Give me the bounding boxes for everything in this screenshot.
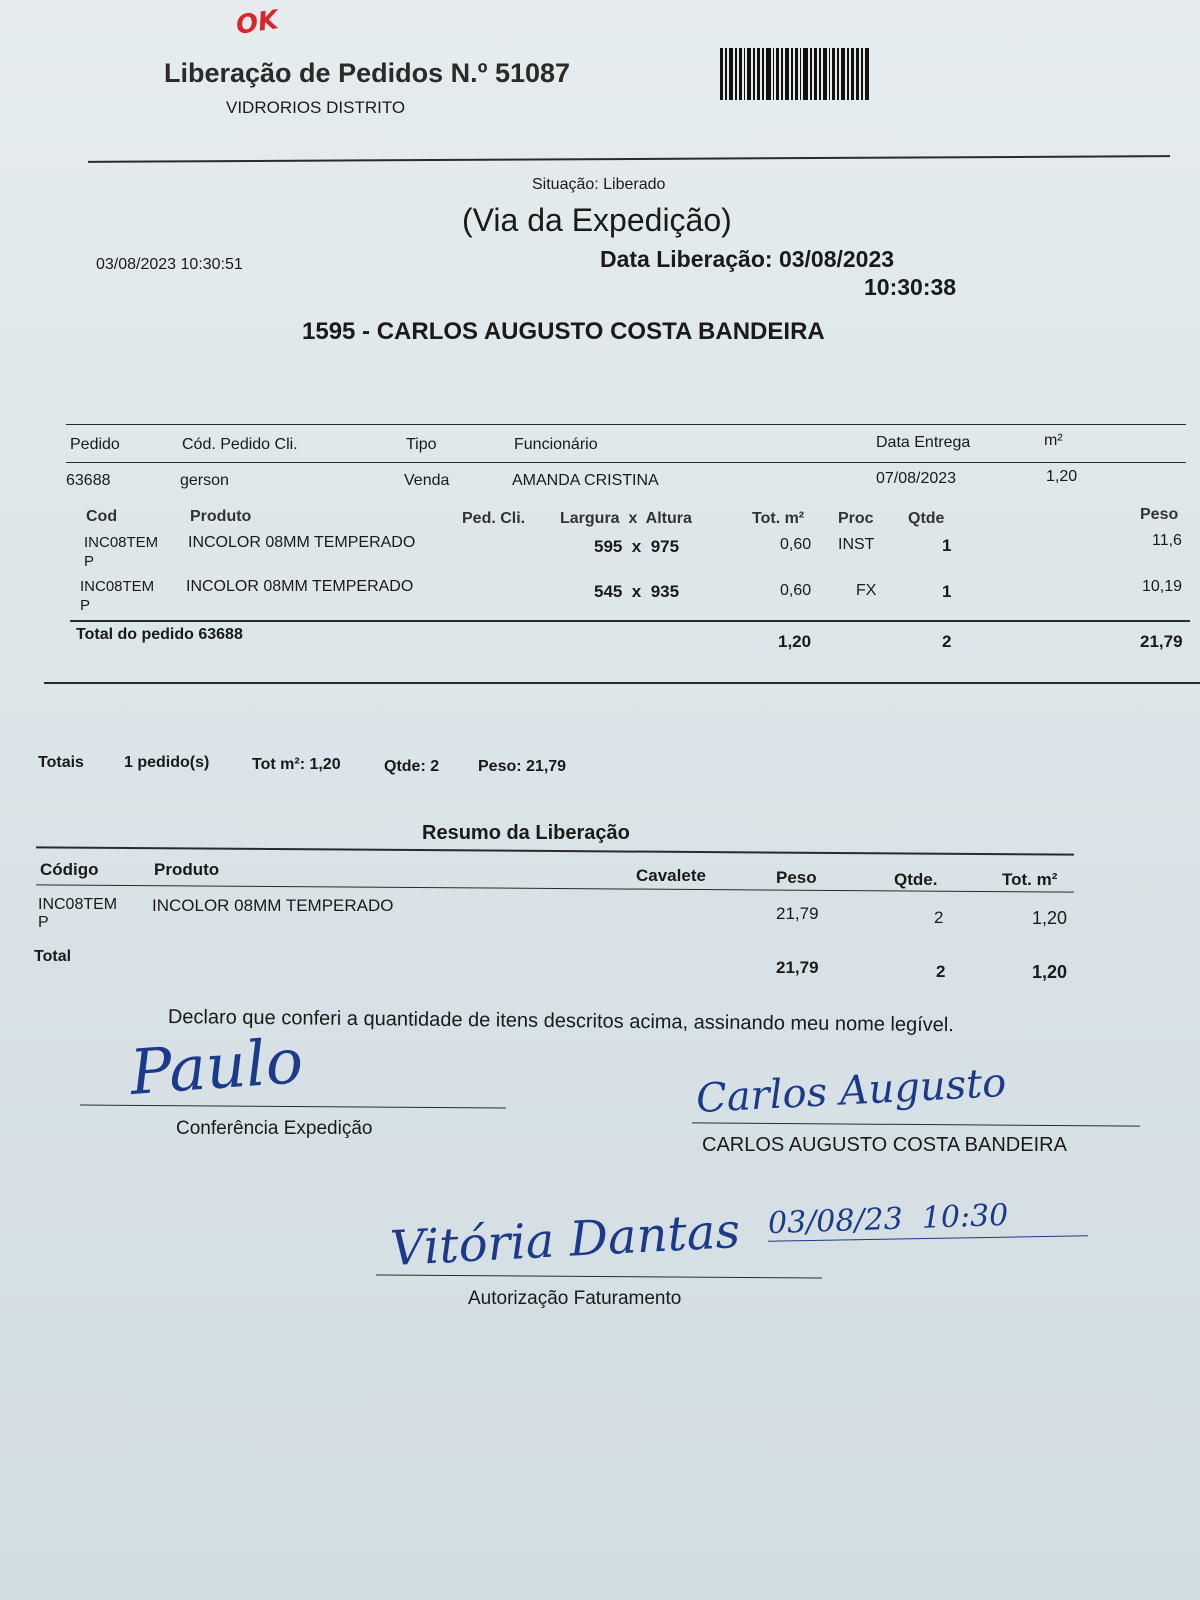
left-signature-label: Conferência Expedição xyxy=(176,1118,373,1139)
order-cod-cli-value: gerson xyxy=(180,472,229,489)
items-col-tot-m2: Tot. m² xyxy=(752,510,805,527)
item-2-cod: INC08TEM xyxy=(80,578,155,595)
order-data-entrega-value: 07/08/2023 xyxy=(876,470,957,487)
col-pedido: Pedido xyxy=(70,436,120,453)
item-2-cod-cont: P xyxy=(80,597,91,614)
totals-label: Totais xyxy=(38,754,84,771)
col-funcionario: Funcionário xyxy=(514,436,598,453)
release-time: 10:30:38 xyxy=(864,274,957,300)
right-signature-label: CARLOS AUGUSTO COSTA BANDEIRA xyxy=(702,1134,1067,1156)
item-1-cod: INC08TEM xyxy=(84,534,159,551)
summary-top-rule xyxy=(36,846,1074,855)
col-cod-pedido-cli: Cód. Pedido Cli. xyxy=(182,436,298,453)
summary-col-codigo: Código xyxy=(40,860,99,879)
item-1-proc: INST xyxy=(838,536,875,553)
items-total-rule xyxy=(70,620,1190,622)
release-date: Data Liberação: 03/08/2023 xyxy=(600,246,895,272)
totals-peso: Peso: 21,79 xyxy=(478,758,567,775)
document-title: Liberação de Pedidos N.º 51087 xyxy=(164,58,571,88)
summary-row-qtde: 2 xyxy=(934,908,944,927)
status-text: Situação: Liberado xyxy=(532,176,666,193)
item-1-qtde: 1 xyxy=(942,536,952,555)
totals-pedidos: 1 pedido(s) xyxy=(124,754,210,771)
totals-qtde: Qtde: 2 xyxy=(384,758,440,775)
bottom-signature-label: Autorização Faturamento xyxy=(468,1288,682,1309)
order-total-qtde: 2 xyxy=(942,632,952,651)
order-total-peso: 21,79 xyxy=(1140,632,1183,651)
barcode xyxy=(720,48,910,100)
item-2-dims: 545 x 935 xyxy=(594,582,680,601)
item-1-dims: 595 x 975 xyxy=(594,537,680,556)
order-table-top-rule xyxy=(66,424,1186,425)
ok-annotation: OK xyxy=(234,5,281,41)
items-col-cod: Cod xyxy=(86,508,118,525)
client-name: 1595 - CARLOS AUGUSTO COSTA BANDEIRA xyxy=(302,318,825,345)
summary-total-tot-m2: 1,20 xyxy=(1032,962,1068,982)
col-tipo: Tipo xyxy=(406,436,437,453)
summary-col-cavalete: Cavalete xyxy=(636,866,706,885)
company-name: VIDRORIOS DISTRITO xyxy=(226,98,406,117)
summary-row-tot-m2: 1,20 xyxy=(1032,908,1068,928)
copy-label: (Via da Expedição) xyxy=(462,202,732,238)
order-m2-value: 1,20 xyxy=(1046,468,1078,485)
totals-m2: Tot m²: 1,20 xyxy=(252,756,341,773)
summary-total-peso: 21,79 xyxy=(776,958,819,977)
order-total-m2: 1,20 xyxy=(778,632,812,651)
order-pedido-value: 63688 xyxy=(66,472,111,489)
right-signature-line xyxy=(692,1122,1140,1126)
bottom-signature-line xyxy=(376,1274,822,1278)
items-col-produto: Produto xyxy=(190,508,252,525)
item-1-cod-cont: P xyxy=(84,553,95,570)
right-signature: Carlos Augusto xyxy=(695,1059,1008,1123)
item-1-tot-m2: 0,60 xyxy=(780,536,812,553)
summary-row-peso: 21,79 xyxy=(776,904,819,923)
col-m2: m² xyxy=(1044,432,1063,449)
items-col-ped-cli: Ped. Cli. xyxy=(462,510,526,527)
summary-row-codigo-cont: P xyxy=(38,914,49,931)
order-table-header-rule xyxy=(66,462,1186,463)
items-col-peso: Peso xyxy=(1140,506,1179,523)
summary-total-label: Total xyxy=(34,948,72,965)
item-1-produto: INCOLOR 08MM TEMPERADO xyxy=(188,534,416,551)
summary-total-qtde: 2 xyxy=(936,962,946,981)
items-col-proc: Proc xyxy=(838,510,874,527)
header-divider xyxy=(88,155,1170,163)
order-total-label: Total do pedido 63688 xyxy=(76,626,243,643)
summary-row-codigo: INC08TEM xyxy=(38,896,118,913)
bottom-signature: Vitória Dantas xyxy=(388,1202,742,1278)
item-2-produto: INCOLOR 08MM TEMPERADO xyxy=(186,578,414,595)
items-col-dims: Largura x Altura xyxy=(560,510,692,527)
left-signature: Paulo xyxy=(127,1024,306,1109)
col-data-entrega: Data Entrega xyxy=(876,434,971,451)
summary-title: Resumo da Liberação xyxy=(422,822,630,844)
item-2-peso: 10,19 xyxy=(1142,578,1183,595)
item-2-proc: FX xyxy=(856,582,877,599)
item-1-peso: 11,6 xyxy=(1152,532,1182,549)
items-col-qtde: Qtde xyxy=(908,510,945,527)
order-section-bottom-rule xyxy=(44,682,1200,684)
summary-col-qtde: Qtde. xyxy=(894,870,938,889)
summary-col-peso: Peso xyxy=(776,868,817,887)
order-tipo-value: Venda xyxy=(404,472,450,489)
item-2-tot-m2: 0,60 xyxy=(780,582,812,599)
item-2-qtde: 1 xyxy=(942,582,952,601)
printed-timestamp: 03/08/2023 10:30:51 xyxy=(96,256,243,273)
summary-row-produto: INCOLOR 08MM TEMPERADO xyxy=(152,896,394,915)
summary-col-tot-m2: Tot. m² xyxy=(1002,870,1058,889)
handwritten-datetime: 03/08/23 10:30 xyxy=(767,1197,1009,1242)
declaration-text: Declaro que conferi a quantidade de itens descritos acima, assinando meu nome legível. xyxy=(167,1006,954,1037)
order-funcionario-value: AMANDA CRISTINA xyxy=(512,472,659,489)
summary-col-produto: Produto xyxy=(154,860,220,879)
